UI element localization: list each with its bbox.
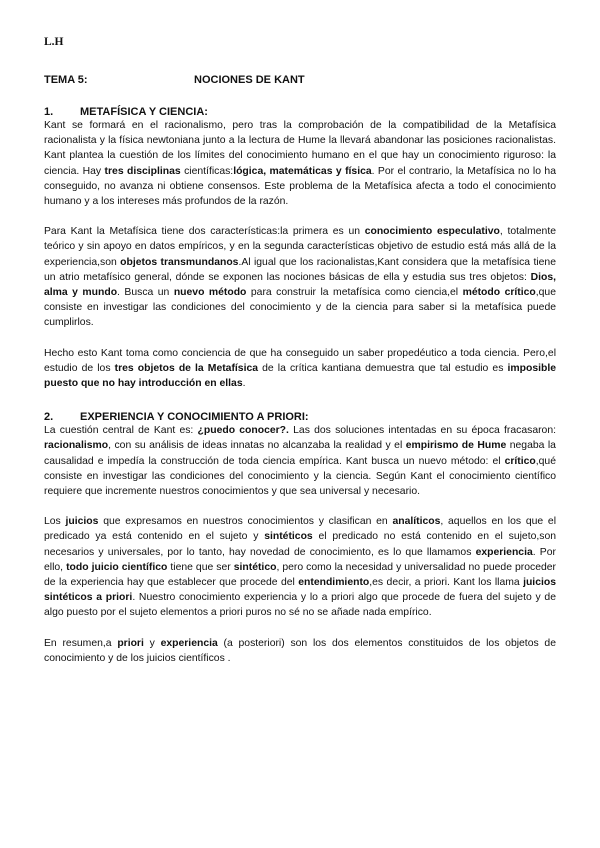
section-2-title: EXPERIENCIA Y CONOCIMIENTO A PRIORI: (80, 411, 309, 424)
section-2-number: 2. (44, 411, 54, 424)
document-page (44, 36, 556, 666)
author-initials: L.H (44, 36, 64, 48)
section-1-paragraph-1: Kant se formará en el racionalismo, pero tras la comprobación de la compatibilidad de la Metafísica racionalista y la física newtoniana junto a la lectura de Hume la llevará abandonar las posiciones racionalistas. Kant plantea la cuestión de los límites del conocimiento humano en el que hay un conocimiento riguroso: la ciencia. Hay tres disciplinas científicas:lógica, matemáticas y física. Por el contrario, la Metafísica no lo ha conseguido, no avanza ni obtiene consensos. Este problema de la Metafísica afecta a todo el conocimiento humano y a los intereses más profundos de la razón. (44, 120, 556, 208)
topic-title: NOCIONES DE KANT (194, 74, 305, 86)
section-1-heading (44, 106, 556, 118)
section-1-number: 1. (44, 106, 54, 118)
topic-label: TEMA 5: (44, 74, 88, 86)
section-2-paragraph-1: La cuestión central de Kant es: ¿puedo conocer?. Las dos soluciones intentadas en su época fracasaron: racionalismo, con su análisis de ideas innatas no alcanzaba la realidad y el empirismo de Hume negaba la causalidad e impedía la construcción de toda ciencia empírica. Kant busca un nuevo método: el crítico,qué consiste en investigar las condiciones del conocimiento y la ciencia. Según Kant el conocimiento científico requiere que incremente nuestros conocimientos y que sea universal y necesario. (44, 425, 557, 498)
section-1-title: METAFÍSICA Y CIENCIA: (80, 106, 208, 118)
topic-heading (44, 74, 556, 86)
section-1-paragraph-3: Hecho esto Kant toma como conciencia de que ha conseguido un saber propedéutico a toda ciencia. Pero,el estudio de los tres objetos de la Metafísica de la crítica kantiana demuestra que tal estudio es imposible puesto que no hay introducción en ellas. (44, 347, 556, 390)
section-2-heading (44, 411, 556, 423)
section-2-paragraph-3: En resumen,a priori y experiencia (a posteriori) son los dos elementos constituidos de los objetos de conocimiento y de los juicios científicos . (44, 637, 556, 664)
section-1-paragraph-2: Para Kant la Metafísica tiene dos características:la primera es un conocimiento especulativo, totalmente teórico y sin apoyo en datos empíricos, y en la segunda características objetivo de estudio está más allá de la experiencia,son objetos transmundanos.Al igual que los racionalistas,Kant considera que la metafísica tiene un atrio metafísico general, dónde se exponen las nociones básicas de ella y estudia sus tres objetos: Dios, alma y mundo. Busca un nuevo método para construir la metafísica como ciencia,el método crítico,que consiste en investigar las condiciones del conocimiento y de la ciencia para saber si la metafísica puede cumplirlos. (44, 226, 556, 329)
section-2-paragraph-2: Los juicios que expresamos en nuestros conocimientos y clasifican en analíticos, aquellos en los que el predicado ya está contenido en el sujeto y sintéticos el predicado no está contenido en el sujeto,son necesarios y universales, por lo tanto, hay novedad de conocimiento, es lo que llamamos experiencia. Por ello, todo juicio científico tiene que ser sintético, pero como la necesidad y universalidad no puede proceder de la experiencia hay que establecer que procede del entendimiento,es decir, a priori. Kant los llama juicios sintéticos a priori. Nuestro conocimiento experiencia y lo a priori algo que procede de fuera del sujeto y de algo puesto por el sujeto elementos a priori puros no sé no se añade nada empírico. (44, 516, 557, 619)
